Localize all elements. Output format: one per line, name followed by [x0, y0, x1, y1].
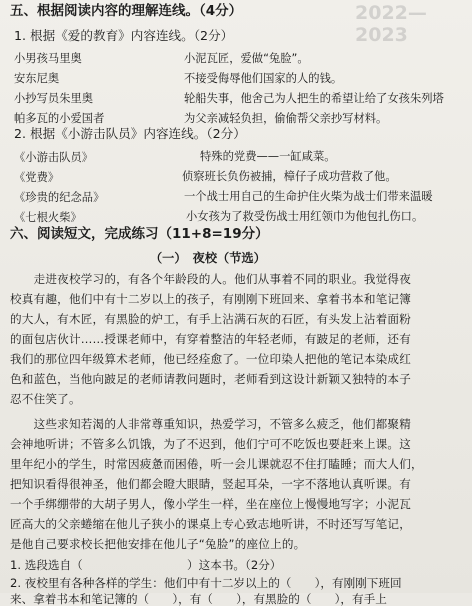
passage-title: （一） 夜校（节选） — [150, 251, 266, 265]
q2-left-3[interactable]: 《珍贵的纪念品》 — [14, 191, 105, 204]
p2-line-2: 会神地听讲；不管多么饥饿，为了不迟到，他们宁可不吃饭也要赶来上课。这 — [10, 437, 411, 451]
q2-title: 2. 根据《小游击队员》内容连线。（2分） — [14, 126, 246, 141]
question-2-line-2[interactable]: 来、拿着书本和笔记簿的（ ），有（ ），有黑脸的（ ），有手上 — [10, 592, 387, 606]
question-2-line-1[interactable]: 2. 夜校里有各种各样的学生：他们中有十二岁以上的（ ），有刚刚下班回 — [10, 576, 402, 590]
q2-left-4[interactable]: 《七根火柴》 — [14, 211, 82, 224]
p2-line-4: 把知识看得很神圣，他们都会瞪大眼睛，竖起耳朵，一字不落地认真听课。有 — [10, 477, 411, 491]
p2-line-5: 一个手绑绷带的大胡子男人，像小学生一样，坐在座位上慢慢地写字；小泥瓦 — [10, 497, 411, 511]
q1-left-2[interactable]: 安东尼奥 — [14, 72, 60, 85]
q1-right-3[interactable]: 轮船失事，他舍己为人把生的希望让给了女孩朱列塔 — [184, 92, 444, 105]
watermark-year: 2022—2023 — [355, 2, 427, 46]
q1-title: 1. 根据《爱的教育》内容连线。（2分） — [14, 28, 234, 43]
q2-left-1[interactable]: 《小游击队员》 — [14, 151, 94, 164]
q1-left-1[interactable]: 小男孩马里奥 — [14, 52, 82, 65]
p2-line-1: 这些求知若渴的人非常尊重知识，热爱学习，不管多么疲乏，他们都聚精 — [10, 417, 411, 431]
q2-right-2[interactable]: 侦察班长负伤被捕，樟仔子成功营救了他。 — [182, 170, 397, 183]
p1-line-1: 走进夜校学习的，有各个年龄段的人。他们从事着不同的职业。我觉得夜 — [10, 272, 411, 286]
p2-line-3: 里年纪小的学生，时常因疲惫而困倦，听一会儿课就忍不住打瞌睡；而大人们， — [10, 457, 423, 471]
p2-line-7: 是他自己要求校长把他安排在他儿子“兔脸”的座位上的。 — [10, 537, 306, 551]
q1-right-1[interactable]: 小泥瓦匠，爱做“兔脸”。 — [184, 52, 309, 65]
p1-line-3: 的大人，有木匠，有黑脸的炉工，有手上沾满石灰的石匠，有头发上沾着面粉 — [10, 312, 411, 326]
section6-heading: 六、阅读短文，完成练习（11+8=19分） — [10, 226, 269, 242]
p1-line-7: 忍不住笑了。 — [10, 392, 81, 406]
section5-heading: 五、根据阅读内容的理解连线。（4分） — [10, 3, 243, 19]
p1-line-2: 校真有趣，他们中有十二岁以上的孩子，有刚刚下班回来、拿着书本和笔记簿 — [10, 292, 411, 306]
q1-left-3[interactable]: 小抄写员朱里奥 — [14, 92, 94, 105]
p1-line-5: 我们的那位四年级算术老师，他已经痊愈了。一位印染人把他的笔记本染成红 — [10, 352, 411, 366]
q1-left-4[interactable]: 帕多瓦的小爱国者 — [14, 112, 105, 125]
q1-right-4[interactable]: 为父亲减轻负担，偷偷帮父亲抄写材料。 — [184, 112, 388, 125]
question-1[interactable]: 1. 选段选自（ ）这本书。（2分） — [10, 558, 282, 572]
q2-left-2[interactable]: 《党费》 — [14, 171, 60, 184]
q2-right-3[interactable]: 一个战士用自己的生命护住火柴为战士们带来温暖 — [184, 190, 433, 203]
q2-right-1[interactable]: 特殊的党费——一缸咸菜。 — [200, 150, 336, 163]
p1-line-6: 色和蓝色，当他向跛足的老师请教问题时，老师看到这设计新颖又独特的本子 — [10, 372, 411, 386]
q2-right-4[interactable]: 小女孩为了救受伤战士用红领巾为他包扎伤口。 — [186, 210, 424, 223]
p2-line-6: 匠高大的父亲蜷缩在他儿子狭小的课桌上专心致志地听讲，不时还写写笔记， — [10, 517, 411, 531]
q1-right-2[interactable]: 不接受侮辱他们国家的人的钱。 — [184, 72, 343, 85]
p1-line-4: 的面包店伙计……授课老师中，有穿着整洁的年轻老师，有跛足的老师，还有 — [10, 332, 411, 346]
